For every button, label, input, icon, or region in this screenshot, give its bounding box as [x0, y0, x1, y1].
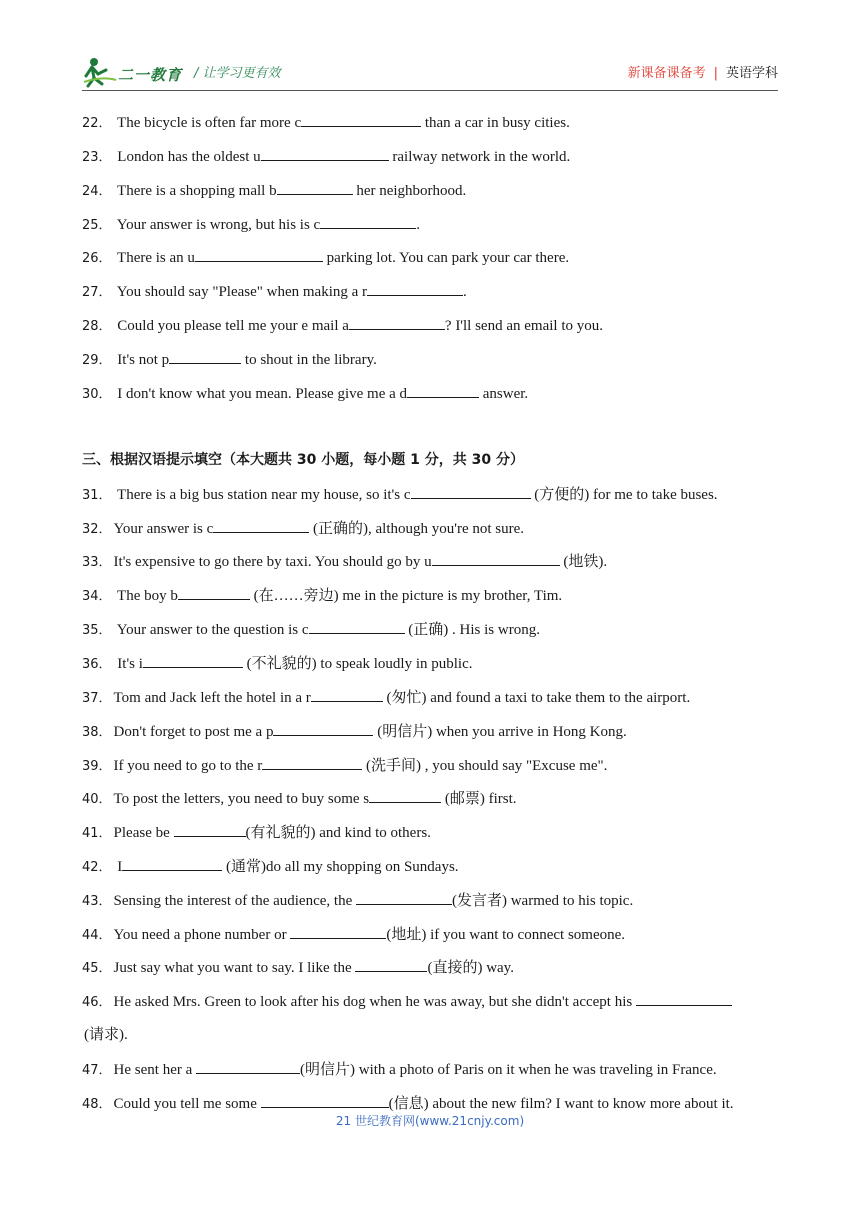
answer-blank[interactable]: [411, 485, 531, 499]
question-38: 38． Don't forget to post me a p (明信片) when you arrive in Hong Kong.: [82, 724, 627, 740]
question-29: 29． It's not p to shout in the library.: [82, 352, 377, 368]
answer-blank[interactable]: [407, 384, 479, 398]
section-title: 三、根据汉语提示填空（本大题共 30 小题，每小题 1 分，共 30 分）: [82, 452, 524, 468]
question-35: 35． Your answer to the question is c (正确) . His is wrong.: [82, 622, 540, 638]
header-right: [628, 62, 778, 81]
course-label: 新课备课备考: [627, 66, 706, 81]
answer-blank[interactable]: [122, 857, 222, 871]
answer-blank[interactable]: [213, 519, 309, 533]
answer-blank[interactable]: [432, 552, 560, 566]
question-25: 25． Your answer is wrong, but his is c .: [82, 217, 420, 233]
question-23: 23． London has the oldest u railway network in the world.: [82, 149, 571, 165]
answer-blank[interactable]: [262, 756, 362, 770]
answer-blank[interactable]: [290, 925, 386, 939]
answer-blank[interactable]: [143, 654, 243, 668]
question-32: 32． Your answer is c (正确的), although you're not sure.: [82, 521, 525, 537]
answer-blank[interactable]: [261, 147, 389, 161]
answer-blank[interactable]: [367, 282, 463, 296]
question-44: 44． You need a phone number or (地址) if you want to connect someone.: [82, 927, 626, 943]
answer-blank[interactable]: [301, 113, 421, 127]
header-separator: |: [713, 66, 718, 81]
answer-blank[interactable]: [356, 891, 452, 905]
answer-blank[interactable]: [309, 620, 405, 634]
question-34: 34． The boy b (在……旁边) me in the picture is my brother, Tim.: [82, 588, 563, 604]
header-divider: [82, 90, 778, 91]
answer-blank[interactable]: [169, 350, 241, 364]
page-header: [82, 56, 778, 92]
answer-blank[interactable]: [174, 823, 246, 837]
answer-blank[interactable]: [277, 181, 353, 195]
question-46: 46． He asked Mrs. Green to look after his dog when he was away, but she didn't accept his: [82, 992, 732, 1012]
answer-blank[interactable]: [195, 248, 323, 262]
answer-blank[interactable]: [355, 958, 427, 972]
question-43: 43． Sensing the interest of the audience, the (发言者) warmed to his topic.: [82, 893, 634, 909]
question-39: 39． If you need to go to the r (洗手间) , you should say "Excuse me".: [82, 758, 608, 774]
question-36: 36． It's i (不礼貌的) to speak loudly in public.: [82, 656, 473, 672]
question-26: 26． There is an u parking lot. You can park your car there.: [82, 250, 570, 266]
question-46-continued: (请求).: [84, 1027, 128, 1043]
answer-blank[interactable]: [369, 789, 441, 803]
answer-blank[interactable]: [320, 215, 416, 229]
logo-text: 二一教育: [118, 66, 183, 84]
subject-label: 英语学科: [725, 66, 778, 81]
page-footer: 21 世纪教育网(www.21cnjy.com): [335, 1114, 525, 1128]
answer-blank[interactable]: [178, 586, 250, 600]
question-42: 42． I (通常)do all my shopping on Sundays.: [82, 859, 459, 875]
answer-blank[interactable]: [261, 1094, 389, 1108]
answer-blank[interactable]: [196, 1060, 300, 1074]
question-33: 33． It's expensive to go there by taxi. You should go by u (地铁).: [82, 554, 608, 570]
question-45: 45． Just say what you want to say. I like the (直接的) way.: [82, 960, 514, 976]
question-24: 24． There is a shopping mall b her neighborhood.: [82, 183, 467, 199]
answer-blank[interactable]: [636, 992, 732, 1006]
question-28: 28． Could you please tell me your e mail a ? I'll send an email to you.: [82, 318, 603, 334]
answer-blank[interactable]: [349, 316, 445, 330]
answer-blank[interactable]: [311, 688, 383, 702]
question-47: 47． He sent her a (明信片) with a photo of Paris on it when he was traveling in France.: [82, 1062, 717, 1078]
question-48: 48． Could you tell me some (信息) about the new film? I want to know more about it.: [82, 1096, 734, 1112]
question-40: 40． To post the letters, you need to buy some s (邮票) first.: [82, 791, 517, 807]
slogan: / 让学习更有效: [194, 66, 281, 81]
question-41: 41． Please be (有礼貌的) and kind to others.: [82, 825, 431, 841]
question-22: 22． The bicycle is often far more c than a car in busy cities.: [82, 115, 570, 131]
question-30: 30． I don't know what you mean. Please give me a d answer.: [82, 386, 529, 402]
answer-blank[interactable]: [273, 722, 373, 736]
question-27: 27． You should say "Please" when making a r .: [82, 284, 467, 300]
question-37: 37． Tom and Jack left the hotel in a r (匆忙) and found a taxi to take them to the airport.: [82, 690, 691, 706]
question-31: 31． There is a big bus station near my house, so it's c (方便的) for me to take buses.: [82, 487, 718, 503]
